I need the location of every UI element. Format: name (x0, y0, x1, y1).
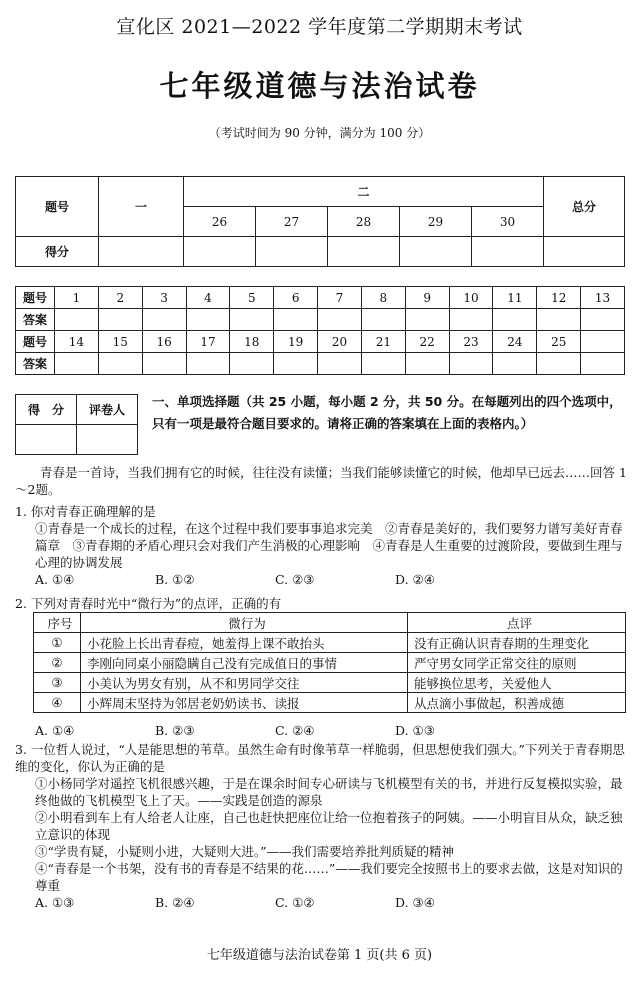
answer-number: 1 (55, 287, 99, 309)
answer-cell (230, 309, 274, 331)
answer-cell (98, 353, 142, 375)
score-cell (400, 237, 472, 267)
question-stem: 3. 一位哲人说过，“人是能思想的苇草。虽然生命有时像苇草一样脆弱，但思想使我们强大。”下列关于青春期思维的变化，你认为正确的是 (15, 742, 625, 774)
reading-intro: 青春是一首诗，当我们拥有它的时候，往往没有读懂；当我们能够读懂它的时候，他却早已远去……回答 1～2题。 (15, 465, 627, 497)
grader-table (15, 394, 138, 455)
row-comment: 没有正确认识青春期的生理变化 (408, 633, 626, 653)
row-comment: 严守男女同学正常交往的原则 (408, 653, 626, 673)
answer-cell (318, 353, 362, 375)
table-row (34, 693, 626, 713)
answer-cell (142, 309, 186, 331)
answer-number: 2 (98, 287, 142, 309)
question-options (15, 894, 627, 911)
answer-cell (318, 309, 362, 331)
answer-number: 24 (493, 331, 537, 353)
option-b: B. ②③ (155, 723, 195, 738)
score-table-label-question: 题号 (16, 177, 99, 237)
answer-cell (361, 353, 405, 375)
question-item: ③“学贵有疑，小疑则小进，大疑则大进。”——我们需要培养批判质疑的精神 (35, 844, 455, 859)
answer-cell (537, 309, 581, 331)
option-d: D. ③④ (395, 895, 435, 910)
school-title: 宣化区 2021—2022 学年度第二学期期末考试 (116, 16, 523, 38)
score-table-sub: 28 (328, 207, 400, 237)
answer-label-answer: 答案 (16, 309, 55, 331)
question-stem: 1. 你对青春正确理解的是 (15, 504, 156, 519)
answer-number: 20 (318, 331, 362, 353)
answer-number: 22 (405, 331, 449, 353)
score-cell (99, 237, 184, 267)
score-cell (184, 237, 256, 267)
score-table-sub: 29 (400, 207, 472, 237)
row-number: ② (34, 653, 81, 673)
question-options (15, 571, 627, 588)
answer-number: 10 (449, 287, 493, 309)
answer-cell (493, 309, 537, 331)
answer-number: 13 (581, 287, 625, 309)
answer-number: 6 (274, 287, 318, 309)
exam-note: （考试时间为 90 分钟，满分为 100 分） (208, 126, 431, 140)
question-2-table (33, 612, 626, 713)
answer-cell (405, 353, 449, 375)
answer-number: 25 (537, 331, 581, 353)
answer-number: 5 (230, 287, 274, 309)
answer-cell (361, 309, 405, 331)
answer-number: 8 (361, 287, 405, 309)
answer-cell (581, 353, 625, 375)
score-table-sub: 26 (184, 207, 256, 237)
table-row (34, 673, 626, 693)
answer-cell (449, 309, 493, 331)
score-table-part2: 二 (184, 177, 544, 207)
option-d: D. ②④ (395, 572, 435, 587)
question-body: ①青春是一个成长的过程，在这个过程中我们要事事追求完美 ②青春是美好的，我们要努力谱写美好青春篇章 ③青春期的矛盾心理只会对我们产生消极的心理影响 ④青春是人生重要的过渡阶段，要做到生理与心理的协调发展 (35, 521, 623, 570)
answer-number: 14 (55, 331, 99, 353)
section1-title: 一、单项选择题（共 25 小题，每小题 2 分，共 50 分。在每题列出的四个选项中，只有一项是最符合题目要求的。请将正确的答案填在上面的表格内。） (152, 394, 622, 431)
score-table-label-score: 得分 (16, 237, 99, 267)
option-a: A. ①④ (35, 572, 75, 587)
row-number: ① (34, 633, 81, 653)
answer-number: 16 (142, 331, 186, 353)
answer-number: 23 (449, 331, 493, 353)
option-c: C. ②③ (275, 572, 315, 587)
score-table-sub: 30 (472, 207, 544, 237)
option-c: C. ①② (275, 895, 315, 910)
answer-cell (55, 353, 99, 375)
answer-cell (449, 353, 493, 375)
answer-cell (142, 353, 186, 375)
answer-cell (405, 309, 449, 331)
answer-number (581, 331, 625, 353)
answer-cell (537, 353, 581, 375)
row-behavior: 李刚向同桌小丽隐瞒自己没有完成值日的事情 (81, 653, 408, 673)
question-3 (15, 741, 627, 911)
answer-number: 7 (318, 287, 362, 309)
answer-number: 19 (274, 331, 318, 353)
row-number: ④ (34, 693, 81, 713)
row-behavior: 小花脸上长出青春痘，她羞得上课不敢抬头 (81, 633, 408, 653)
answer-cell (230, 353, 274, 375)
question-2-options (15, 722, 627, 739)
option-b: B. ②④ (155, 895, 195, 910)
table-header: 序号 (34, 613, 81, 633)
answer-cell (186, 309, 230, 331)
answer-cell (274, 353, 318, 375)
row-behavior: 小辉周末坚持为邻居老奶奶读书、读报 (81, 693, 408, 713)
row-behavior: 小美认为男女有别，从不和男同学交往 (81, 673, 408, 693)
answer-label-answer: 答案 (16, 353, 55, 375)
answer-row-numbers-1 (16, 287, 625, 309)
row-comment: 能够换位思考，关爱他人 (408, 673, 626, 693)
paper-title: 七年级道德与法治试卷 (159, 69, 480, 103)
answer-cell (55, 309, 99, 331)
answer-number: 18 (230, 331, 274, 353)
answer-cell (98, 309, 142, 331)
answer-number: 12 (537, 287, 581, 309)
answer-number: 17 (186, 331, 230, 353)
answer-label-question: 题号 (16, 287, 55, 309)
score-table-sub: 27 (256, 207, 328, 237)
table-header: 微行为 (81, 613, 408, 633)
score-table-total: 总分 (544, 177, 625, 237)
score-cell (544, 237, 625, 267)
answer-cell (581, 309, 625, 331)
score-table-part1: 一 (99, 177, 184, 237)
question-2-stem: 2. 下列对青春时光中“微行为”的点评，正确的有 (15, 596, 282, 611)
answer-cell (274, 309, 318, 331)
answer-number: 15 (98, 331, 142, 353)
row-comment: 从点滴小事做起，积善成德 (408, 693, 626, 713)
row-number: ③ (34, 673, 81, 693)
answer-number: 11 (493, 287, 537, 309)
score-cell (328, 237, 400, 267)
answer-number: 9 (405, 287, 449, 309)
answer-number: 21 (361, 331, 405, 353)
option-b: B. ①② (155, 572, 195, 587)
question-item: ②小明看到车上有人给老人让座，自己也赶快把座位让给一位抱着孩子的阿姨。——小明盲目从众，缺乏独立意识的体现 (35, 810, 623, 842)
score-cell (472, 237, 544, 267)
table-row (34, 633, 626, 653)
question-item: ④“青春是一个书架，没有书的青春是不结果的花……”——我们要完全按照书上的要求去做，这是对知识的尊重 (35, 861, 623, 893)
answer-cell (186, 353, 230, 375)
table-header: 点评 (408, 613, 626, 633)
score-table (15, 176, 625, 267)
option-a: A. ①④ (35, 723, 75, 738)
answer-cell (493, 353, 537, 375)
answer-label-question: 题号 (16, 331, 55, 353)
answer-row-blank-1 (16, 309, 625, 331)
option-c: C. ②④ (275, 723, 315, 738)
question-1 (15, 503, 627, 588)
answer-row-numbers-2 (16, 331, 625, 353)
answer-row-blank-2 (16, 353, 625, 375)
answer-table (15, 286, 625, 375)
option-a: A. ①③ (35, 895, 75, 910)
option-d: D. ①③ (395, 723, 435, 738)
grader-name-label: 评卷人 (77, 395, 138, 425)
answer-number: 4 (186, 287, 230, 309)
score-cell (256, 237, 328, 267)
grader-score-label: 得 分 (16, 395, 77, 425)
table-row (34, 653, 626, 673)
answer-number: 3 (142, 287, 186, 309)
page-footer: 七年级道德与法治试卷第 1 页(共 6 页) (206, 948, 433, 963)
grader-name-cell (77, 425, 138, 455)
question-item: ①小杨同学对遥控飞机很感兴趣，于是在课余时间专心研读与飞机模型有关的书，并进行反复模拟实验，最终他做的飞机模型飞上了天。——实践是创造的源泉 (35, 776, 623, 808)
grader-score-cell (16, 425, 77, 455)
